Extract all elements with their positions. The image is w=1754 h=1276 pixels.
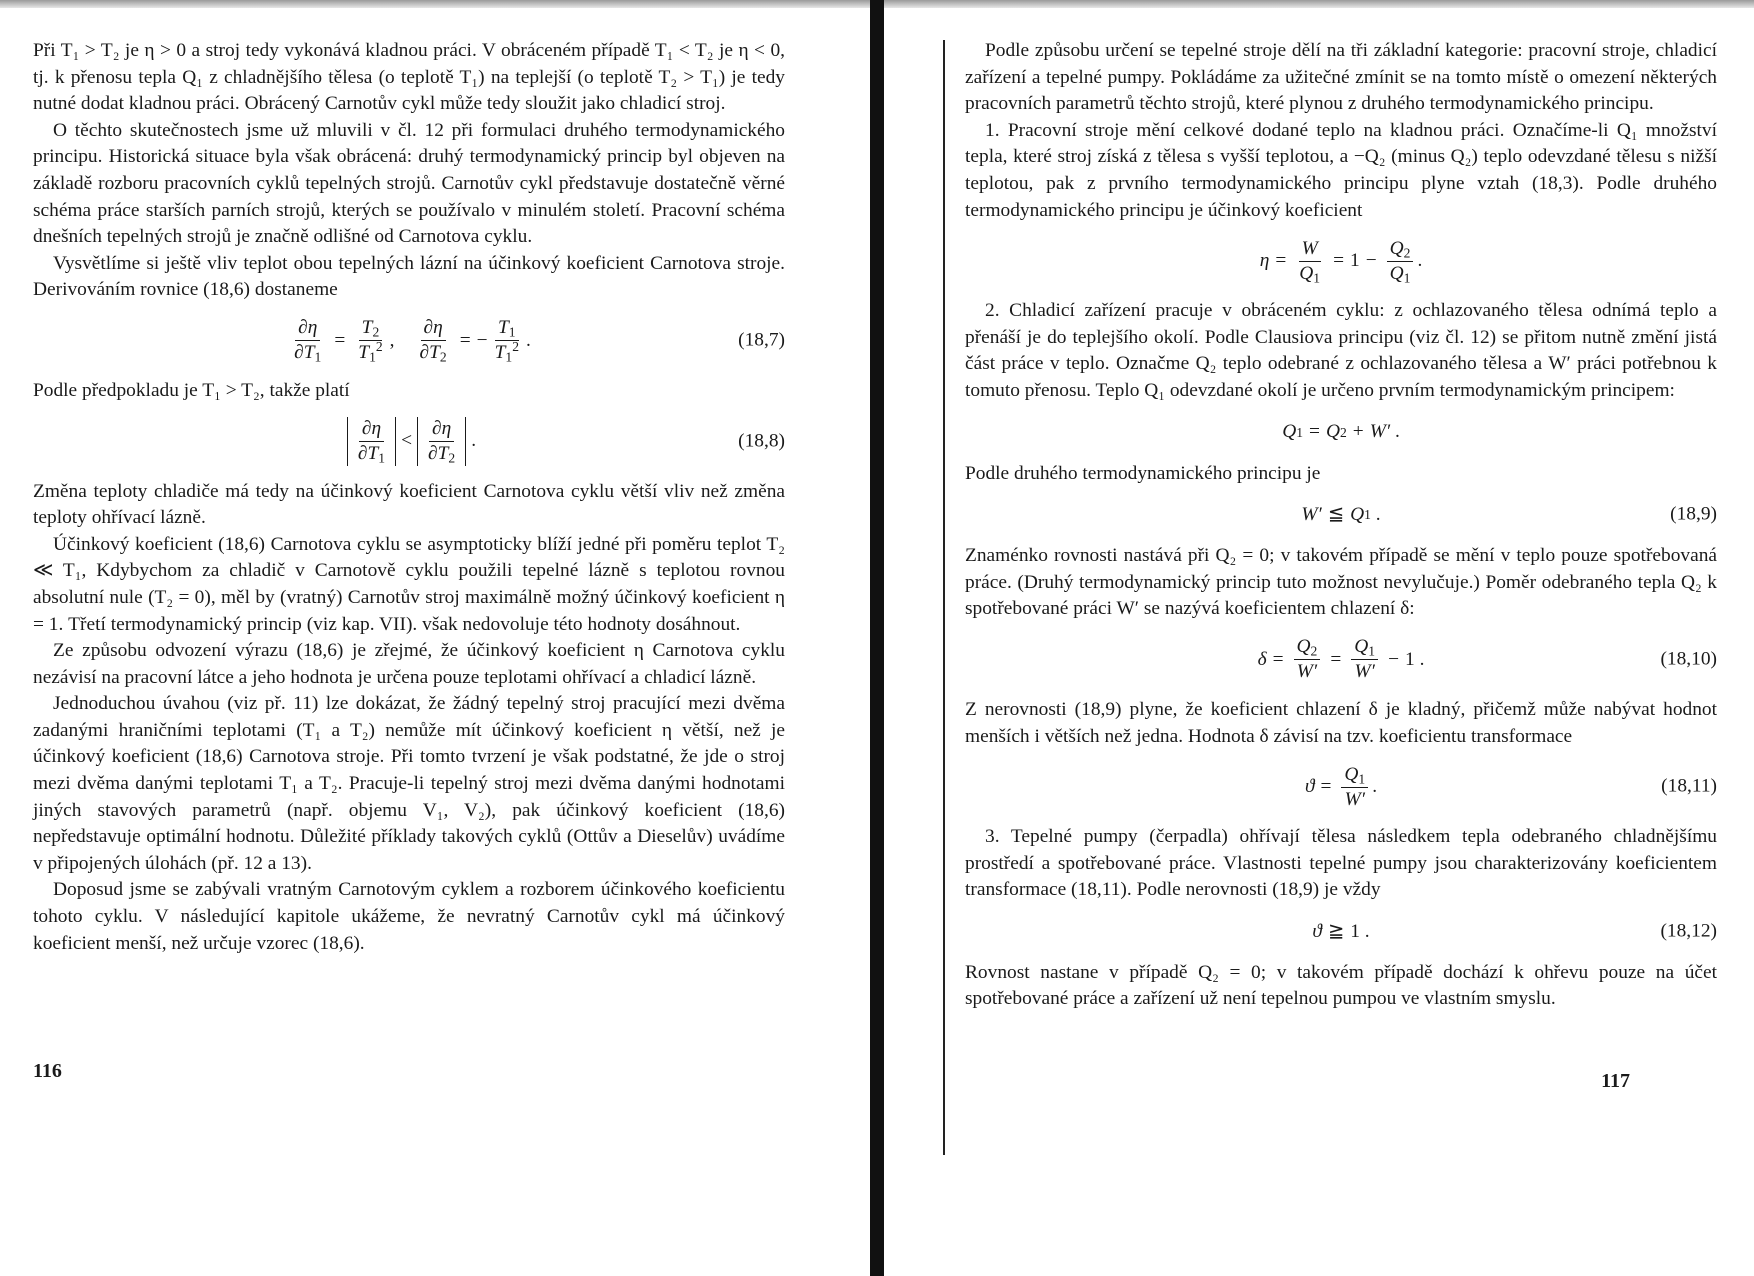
paragraph: Změna teploty chladiče má tedy na účinkový koeficient Carnotova cyklu větší vliv než změna teploty ohřívací lázně. <box>33 480 785 529</box>
paragraph: O těchto skutečnostech jsme už mluvili v čl. 12 při formulaci druhého termodynamického principu. Historická situace byla však obrácená: druhý termodynamický princip byl objeven na základě rozboru pracovních cyklů tepelných strojů. Carnotův cykl představuje dostatečně věrné schéma práce starších parních strojů, kterých se používalo v minulém století. Pracovní schéma dnešních tepelných strojů je značně odlišné od Carnotova cyklu. <box>33 119 785 248</box>
left-page <box>0 0 870 1276</box>
paragraph: Podle předpokladu je T₁ > T₂, takže platí <box>33 379 350 401</box>
paragraph: 3. Tepelné pumpy (čerpadla) ohřívají tělesa následkem tepla odebraného chladnějšímu prostředí a spotřebované práce. Vlastnosti tepelné pumpy jsou charakterizovány koeficientem transformace (18,11). Podle nerovnosti (18,9) je vždy <box>965 826 1717 901</box>
margin-rule <box>943 40 945 1155</box>
paragraph: Vysvětlíme si ještě vliv teplot obou tepelných lázní na účinkový koeficient Carnotova stroje. Derivováním rovnice (18,6) dostaneme <box>33 252 785 301</box>
right-page <box>870 0 1754 1276</box>
paragraph: 1. Pracovní stroje mění celkové dodané teplo na kladnou práci. Označíme-li Q₁ množství tepla, které stroj získá z tělesa s vyšší teplotou, a −Q₂ (minus Q₂) teplo odevzdané tělesu s nižší teplotou, pak z prvního termodynamického principu plyne vztah (18,3). Podle druhého termodynamického principu je účinkový koeficient <box>965 119 1717 221</box>
paragraph: Z nerovnosti (18,9) plyne, že koeficient chlazení δ je kladný, přičemž může nabývat hodnot menších i větších než jedna. Hodnota δ závisí na tzv. koeficientu transformace <box>965 698 1717 747</box>
paragraph: Účinkový koeficient (18,6) Carnotova cyklu se asymptoticky blíží jedné při poměru teplot T₂ ≪ T₁, Kdybychom za chladič v Carnotově cyklu použili tepelné lázně s teplotou rovnou absolutní nule (T₂ = 0), měl by (vratný) Carnotův stroj maximálně možný účinkový koeficient η = 1. Třetí termodynamický princip (viz kap. VII). však nedovoluje této hodnoty dosáhnout. <box>33 533 785 635</box>
paragraph: Rovnost nastane v případě Q₂ = 0; v takovém případě dochází k ohřevu pouze na účet spotřebované práce a zařízení už není tepelnou pumpou ve vlastním smyslu. <box>965 961 1717 1010</box>
equation-number: (18,11) <box>1661 775 1717 797</box>
page-number: 117 <box>1601 1070 1630 1092</box>
page-number: 116 <box>33 1060 62 1082</box>
equation-number: (18,10) <box>1660 648 1717 670</box>
left-text-column <box>33 38 785 957</box>
equation-number: (18,8) <box>738 430 785 452</box>
equation-18-10: δ = $\frac{Q_2}{W'}$ = $\frac{Q_1}{W'}$ − 1 . (18,10) <box>1257 636 1717 683</box>
equation-18-12: ϑ ≧ 1 . (18,12) <box>965 912 1717 952</box>
paragraph: Znaménko rovnosti nastává při Q₂ = 0; v takovém případě se mění v teplo pouze spotřebovaná práce. (Druhý termodynamický princip tuto možnost nevylučuje.) Poměr odebraného tepla Q₂ k spotřebované práci W′ se nazývá koeficientem chlazení δ: <box>965 545 1717 620</box>
paragraph: Jednoduchou úvahou (viz př. 11) lze dokázat, že žádný tepelný stroj pracující mezi dvěma zadanými hraničními teplotami (T₁ a T₂) nemůže mít účinkový koeficient η větší, než je účinkový koeficient (18,6) Carnotova stroje. Při tomto tvrzení je však podstatné, že jde o stroj mezi dvěma danými teplotami T₁ a T₂. Pracuje-li tepelný stroj mezi dvěma danými hodnotami jiných stavových parametrů (např. objemu V₁, V₂), pak účinkový koeficient (18,6) nepředstavuje optimální hodnotu. Důležité příklady takových cyklů (Ottův a Dieselův) uvádíme v připojených úlohách (př. 12 a 13). <box>33 693 785 874</box>
paragraph: Při T₁ > T₂ je η > 0 a stroj tedy vykonává kladnou práci. V obráceném případě T₁ < T₂ je η < 0, tj. k přenosu tepla Q₁ z chladnějšího tělesa (o teplotě T₁) na teplejší (o teplotě T₂ > T₁) je tedy nutné dodat kladnou práci. Obrácený Carnotův cykl může tedy sloužit jako chladicí stroj. <box>33 40 785 115</box>
equation-18-8: $\frac{\partial\eta}{\partial T_1}$ < $\frac{\partial\eta}{\partial T_2}$ . (18,8) <box>33 413 785 471</box>
equation-number: (18,9) <box>1670 503 1717 525</box>
equation-heat-balance: Q 1 = Q 2 + W′ . <box>1282 421 1400 443</box>
paragraph: 2. Chladicí zařízení pracuje v obráceném cyklu: z ochlazovaného tělesa odnímá teplo a přenáší je do teplejšího okolí. Podle Clausiova principu (viz čl. 12) se přitom nutně změní jistá část práce v teplo. Označme Q₂ teplo odebrané z ochlazovaného tělesa a W′ práci potřebnou k tomuto přenosu. Teplo Q₁ odevzdané okolí je určeno prvním termodynamickým principem: <box>965 300 1717 401</box>
equation-number: (18,12) <box>1660 920 1717 942</box>
paragraph: Ze způsobu odvození výrazu (18,6) je zřejmé, že účinkový koeficient η Carnotova cyklu nezávisí na pracovní látce a jeho hodnota je určena pouze teplotami ohřívací a chladicí lázně. <box>33 640 785 688</box>
equation-number: (18,7) <box>738 329 785 351</box>
paragraph: Podle způsobu určení se tepelné stroje dělí na tři základní kategorie: pracovní stroje, chladicí zařízení a tepelné pumpy. Pokládáme za užitečné zmínit se na tomto místě o omezení některých pracovních parametrů těchto strojů, které plynou z druhého termodynamického principu. <box>965 40 1717 115</box>
equation-efficiency: η = $\frac{W}{Q_1}$ = 1 − $\frac{Q_2}{Q_1}$ . <box>1259 237 1423 286</box>
equation-18-9: W′ ≦ Q 1 . (18,9) <box>965 495 1717 535</box>
right-text-column <box>965 38 1717 1013</box>
equation-18-7: $\frac{\partial\eta}{\partial T_1}$ = $\frac{T_2}{T_1^2}$ , $\frac{\partial\eta}{\partial T_2}$ = − $\frac{T_1}{T_1^2}$ . (18,7) <box>294 317 785 365</box>
paragraph: Doposud jsme se zabývali vratným Carnotovým cyklem a rozborem účinkového koeficientu tohoto cyklu. V následující kapitole ukážeme, že nevratný Carnotův cykl má účinkový koeficient menší, než určuje vzorec (18,6). <box>33 879 785 954</box>
equation-18-11: ϑ = $\frac{Q_1}{W'}$ . (18,11) <box>1304 763 1717 810</box>
paragraph: Podle druhého termodynamického principu je <box>965 462 1321 484</box>
